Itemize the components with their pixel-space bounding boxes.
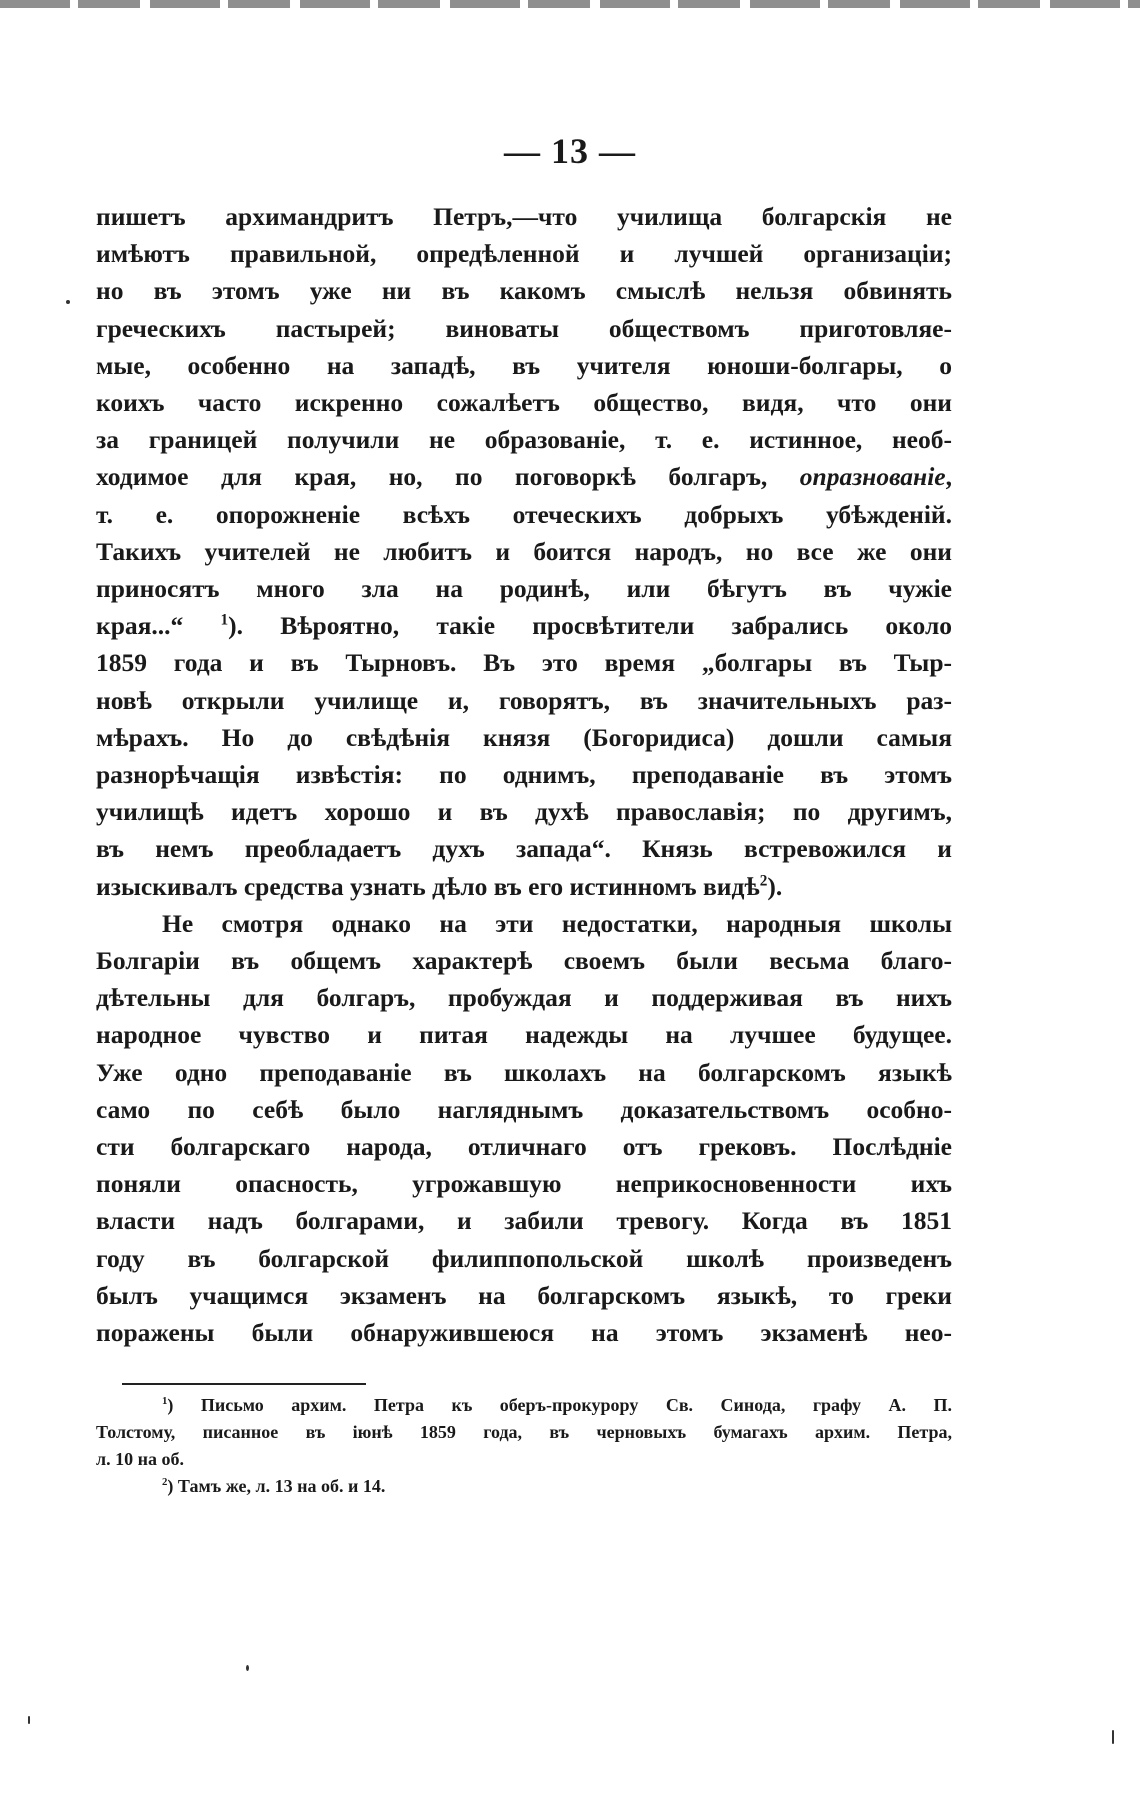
text-line: имѣютъ правильной, опредѣленной и лучшей организаціи; <box>96 239 952 269</box>
text-fragment: ). <box>767 871 783 901</box>
footnote-text: ) Письмо архим. Петра къ оберъ-прокурору Св. Синода, графу А. П. <box>167 1395 952 1415</box>
italic-term: опразнованіе <box>799 462 946 492</box>
text-line: власти надъ болгарами, и забили тревогу. Когда въ 1851 <box>96 1206 952 1236</box>
text-line: Болгаріи въ общемъ характерѣ своемъ были весьма благо- <box>96 946 952 976</box>
text-fragment: изыскивалъ средства узнать дѣло въ его истинномъ видѣ <box>96 871 760 901</box>
text-fragment: края...“ <box>96 611 221 641</box>
text-line: году въ болгарской филиппопольской школѣ произведенъ <box>96 1243 952 1273</box>
footnote-marker: 2 <box>162 1476 168 1488</box>
text-line <box>96 868 952 905</box>
text-line: сти болгарскаго народа, отличнаго отъ грековъ. Послѣдніе <box>96 1132 952 1162</box>
body-text <box>96 198 952 1351</box>
footnote-line: л. 10 на об. <box>96 1449 184 1469</box>
text-line: поражены были обнаружившеюся на этомъ экзаменѣ нео- <box>96 1318 952 1348</box>
text-line: мые, особенно на западѣ, въ учителя юноши-болгары, о <box>96 350 952 380</box>
text-line: Не смотря однако на эти недостатки, народныя школы <box>162 908 952 938</box>
text-line: народное чувство и питая надежды на лучшее будущее. <box>96 1020 952 1050</box>
footnote-line <box>96 1473 952 1500</box>
text-fragment: , <box>945 462 952 492</box>
footnote-text: ) Тамъ же, л. 13 на об. и 14. <box>167 1476 386 1496</box>
text-line: коихъ часто искренно сожалѣетъ общество, видя, что они <box>96 388 952 418</box>
text-line: т. е. опорожненіе всѣхъ отеческихъ добрыхъ убѣжденій. <box>96 499 952 529</box>
text-line <box>96 458 952 495</box>
text-fragment: ходимое для края, но, по поговоркѣ болгаръ, <box>96 462 800 492</box>
text-line: само по себѣ было нагляднымъ доказательствомъ особно- <box>96 1094 952 1124</box>
text-line: Уже одно преподаваніе въ школахъ на болгарскомъ языкѣ <box>96 1057 952 1087</box>
text-line: разнорѣчащія извѣстія: по однимъ, преподаваніе въ этомъ <box>96 760 952 790</box>
text-line: мѣрахъ. Но до свѣдѣнія князя (Богоридиса) дошли самыя <box>96 722 952 752</box>
text-line: греческихъ пастырей; виноваты обществомъ приготовляе- <box>96 313 952 343</box>
text-line: за границей получили не образованіе, т. е. истинное, необ- <box>96 425 952 455</box>
text-line: приносятъ много зла на родинѣ, или бѣгутъ въ чужіе <box>96 574 952 604</box>
scan-speck <box>66 300 70 304</box>
text-line: дѣтельны для болгаръ, пробуждая и поддерживая въ нихъ <box>96 983 952 1013</box>
text-line: былъ учащимся экзаменъ на болгарскомъ языкѣ, то греки <box>96 1280 952 1310</box>
text-line: Такихъ учителей не любитъ и боится народъ, но все же они <box>96 536 952 566</box>
scan-speck <box>28 1716 30 1724</box>
text-line: поняли опасность, угрожавшую неприкосновенности ихъ <box>96 1169 952 1199</box>
text-line: новѣ открыли училище и, говорятъ, въ значительныхъ раз- <box>96 685 952 715</box>
text-line: пишетъ архимандритъ Петръ,—что училища болгарскія не <box>96 202 952 231</box>
footnote-divider <box>122 1383 366 1385</box>
text-line: въ немъ преобладаетъ духъ запада“. Князь встревожился и <box>96 834 952 864</box>
scan-top-edge <box>0 0 1140 8</box>
scan-speck <box>246 1665 249 1671</box>
text-line: училищѣ идетъ хорошо и въ духѣ православія; по другимъ, <box>96 797 952 827</box>
footnote-ref: 1 <box>220 611 229 629</box>
text-line: 1859 года и въ Тырновъ. Въ это время „болгары въ Тыр- <box>96 648 952 678</box>
footnote-line <box>96 1392 952 1419</box>
footnote-line: Толстому, писанное въ іюнѣ 1859 года, въ черновыхъ бумагахъ архим. Петра, <box>96 1422 952 1442</box>
scan-speck <box>1112 1730 1114 1744</box>
footnote-marker: 1 <box>162 1395 168 1407</box>
text-line <box>96 607 952 644</box>
text-fragment: ). Вѣроятно, такіе просвѣтители забрались около <box>228 611 953 641</box>
page-number: — 13 — <box>504 131 636 171</box>
text-line: но въ этомъ уже ни въ какомъ смыслѣ нельзя обвинять <box>96 276 952 306</box>
footnote-ref: 2 <box>759 872 768 890</box>
footnotes <box>96 1392 952 1500</box>
